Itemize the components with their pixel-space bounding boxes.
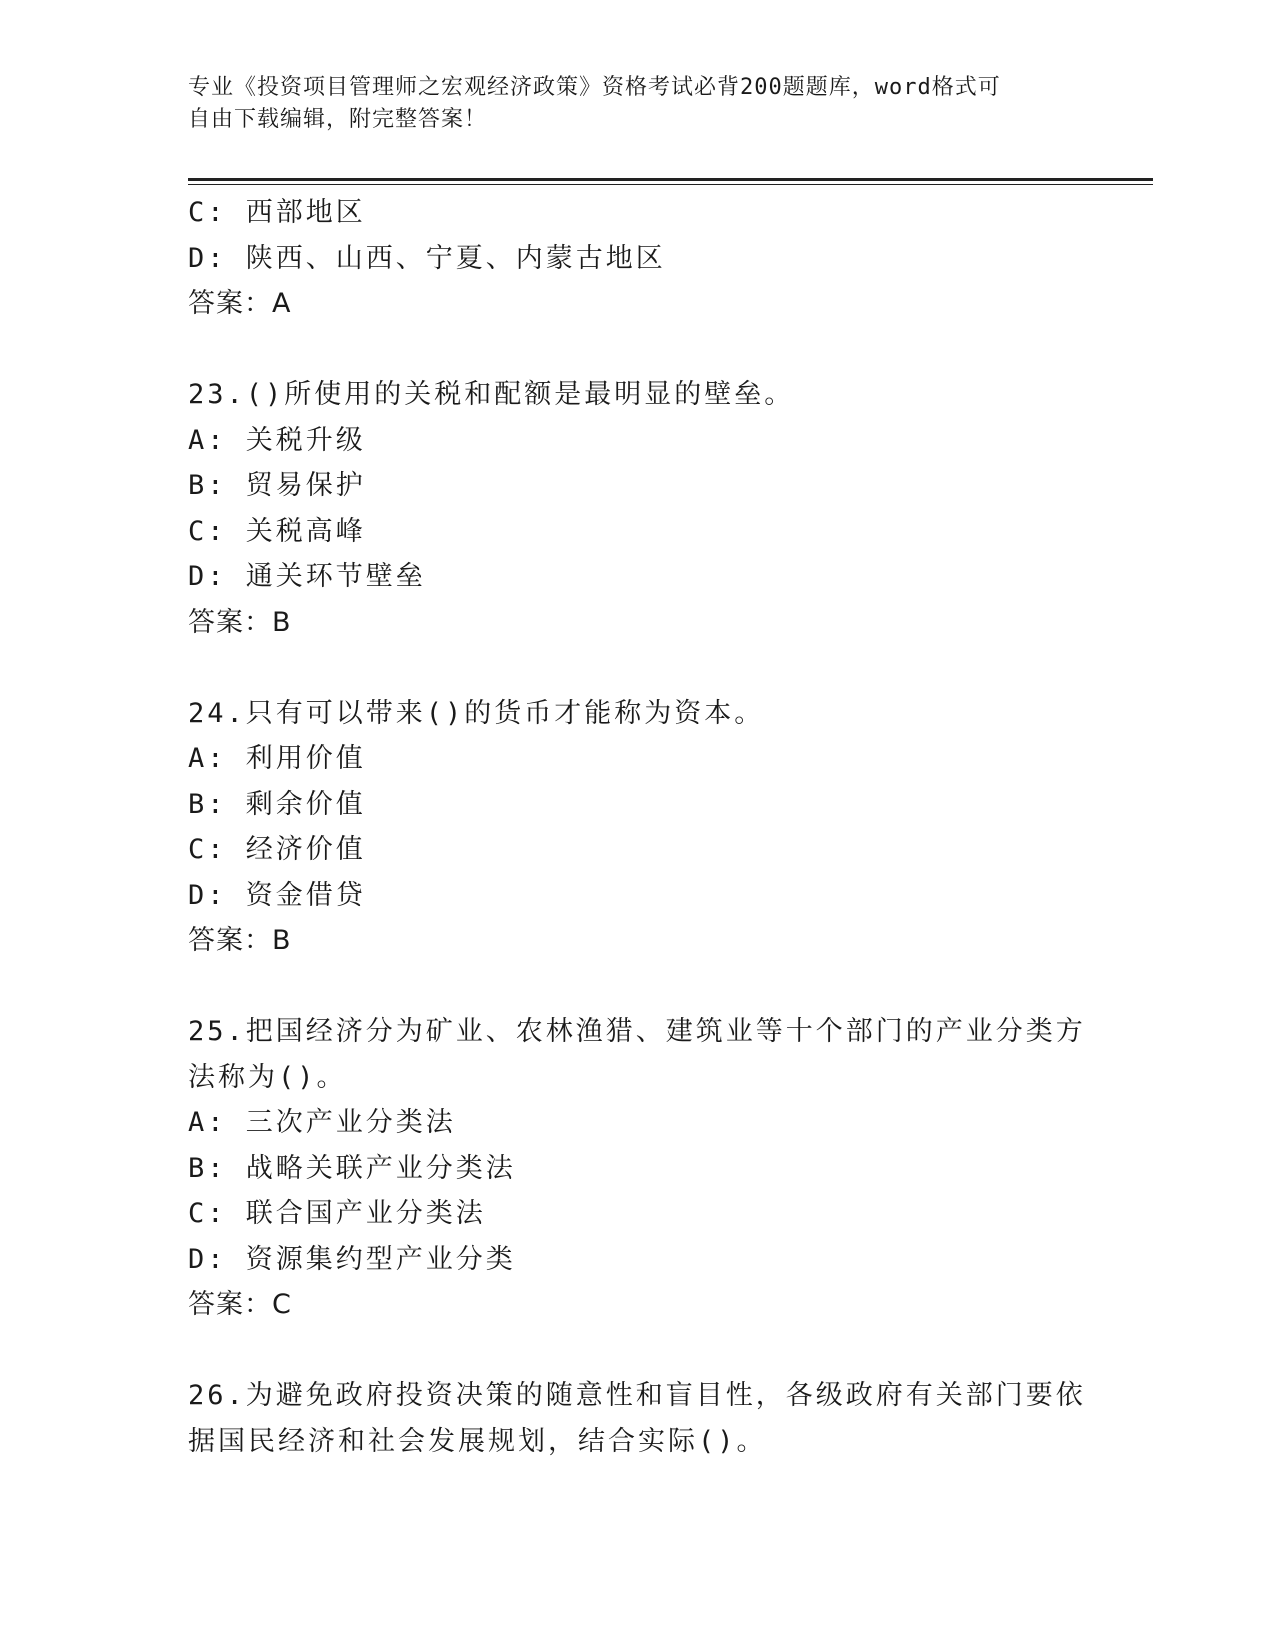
answer-line: 答案：C bbox=[188, 1289, 292, 1320]
spacer bbox=[188, 1328, 1088, 1374]
question-text: 25.把国经济分为矿业、农林渔猎、建筑业等十个部门的产业分类方法称为()。 bbox=[188, 1016, 1086, 1093]
question-25 bbox=[188, 1009, 1088, 1328]
option-d: D: 资源集约型产业分类 bbox=[188, 1243, 516, 1275]
option-c: C: 经济价值 bbox=[188, 834, 366, 865]
option-d: D: 资金借贷 bbox=[188, 879, 366, 911]
header-divider-thin bbox=[188, 184, 1153, 185]
header-line-2: 自由下载编辑，附完整答案！ bbox=[188, 107, 488, 132]
option-c: C: 西部地区 bbox=[188, 197, 366, 228]
document-body bbox=[188, 190, 1088, 1464]
question-23 bbox=[188, 372, 1088, 645]
option-b: B: 剩余价值 bbox=[188, 788, 366, 820]
option-a: A: 关税升级 bbox=[188, 424, 366, 456]
option-b: B: 战略关联产业分类法 bbox=[188, 1152, 516, 1184]
option-c: C: 联合国产业分类法 bbox=[188, 1198, 486, 1229]
answer-line: 答案：B bbox=[188, 606, 292, 638]
option-b: B: 贸易保护 bbox=[188, 470, 366, 501]
question-text: 26.为避免政府投资决策的随意性和盲目性，各级政府有关部门要依据国民经济和社会发展规划，结合实际()。 bbox=[188, 1380, 1086, 1457]
answer-line: 答案：B bbox=[188, 925, 292, 956]
header-divider-thick bbox=[188, 178, 1153, 181]
spacer bbox=[188, 645, 1088, 691]
option-d: D: 陕西、山西、宁夏、内蒙古地区 bbox=[188, 242, 666, 274]
option-a: A: 三次产业分类法 bbox=[188, 1107, 456, 1138]
spacer bbox=[188, 964, 1088, 1010]
question-text: 23.()所使用的关税和配额是最明显的壁垒。 bbox=[188, 379, 795, 410]
option-a: A: 利用价值 bbox=[188, 743, 366, 774]
header-line-1: 专业《投资项目管理师之宏观经济政策》资格考试必背200题题库，word格式可 bbox=[188, 75, 1001, 100]
option-d: D: 通关环节壁垒 bbox=[188, 561, 426, 592]
document-header bbox=[188, 72, 1088, 136]
answer-line: 答案：A bbox=[188, 288, 292, 319]
spacer bbox=[188, 327, 1088, 373]
question-24 bbox=[188, 691, 1088, 964]
question-22-tail bbox=[188, 190, 1088, 327]
question-26 bbox=[188, 1373, 1088, 1464]
option-c: C: 关税高峰 bbox=[188, 515, 366, 547]
question-text: 24.只有可以带来()的货币才能称为资本。 bbox=[188, 697, 765, 729]
